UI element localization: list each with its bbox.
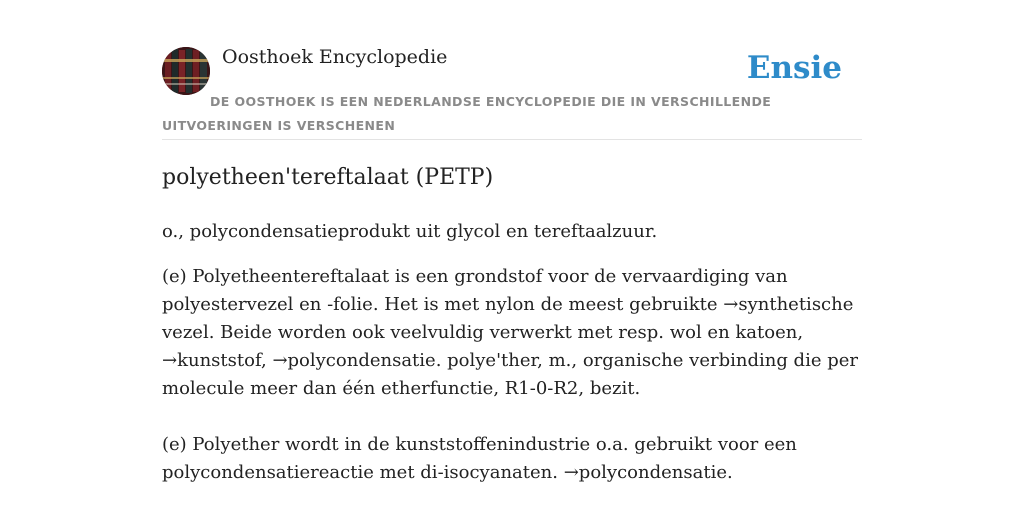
entry-title: polyetheen'tereftalaat (PETP): [162, 165, 494, 190]
source-header: [162, 0, 862, 140]
paragraph-text: . polye'ther, m., organische verbinding die per molecule meer dan één etherfunctie, R1-0-R2, bezit.: [162, 350, 858, 399]
paragraph-text: . Beide worden ook veelvuldig verwerkt met resp. wol en katoen,: [208, 322, 804, 343]
paragraph-text: (e) Polyether wordt in de kunststoffenindustrie o.a. gebruikt voor een polycondensatiereactie met di-isocyanaten.: [162, 434, 797, 483]
source-title[interactable]: Oosthoek Encyclopedie: [222, 46, 448, 68]
paragraph-text: (e) Polyetheentereftalaat is een grondstof voor de vervaardiging van polyestervezel en -folie. Het is met nylon de meest gebruikte: [162, 266, 788, 315]
entry-paragraph: [162, 263, 862, 403]
link-kunststof[interactable]: →kunststof: [162, 350, 261, 371]
link-polycondensatie[interactable]: →polycondensatie: [563, 462, 727, 483]
paragraph-text: ,: [260, 350, 273, 371]
link-synthetische-vezel[interactable]: →synthetische vezel: [162, 294, 854, 343]
paragraph-text: .: [726, 462, 733, 483]
entry-definition: o., polycondensatieprodukt uit glycol en tereftaalzuur.: [162, 221, 658, 242]
ensie-logo[interactable]: Ensie: [746, 50, 842, 86]
book-spines-icon[interactable]: [162, 47, 210, 95]
page: [162, 0, 862, 512]
source-tagline: DE OOSTHOEK IS EEN NEDERLANDSE ENCYCLOPEDIE DIE IN VERSCHILLENDE UITVOERINGEN IS VERSCHENEN: [162, 94, 772, 133]
link-polycondensatie[interactable]: →polycondensatie: [272, 350, 436, 371]
entry-paragraph: [162, 431, 862, 487]
entry-body: [162, 263, 862, 487]
